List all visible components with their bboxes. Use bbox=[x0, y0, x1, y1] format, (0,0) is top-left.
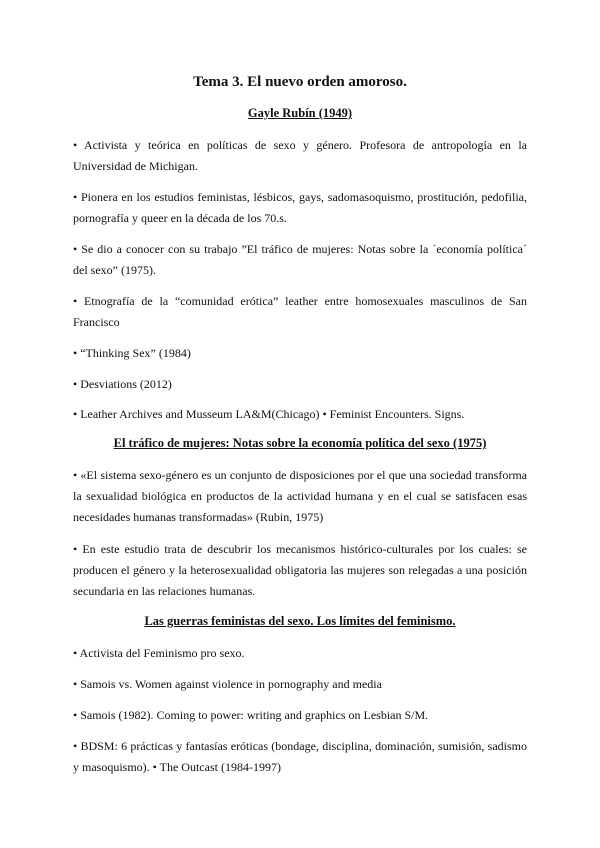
paragraph: • Se dio a conocer con su trabajo ”El tráfico de mujeres: Notas sobre la ´economía política´ del sexo” (1975). bbox=[73, 242, 527, 277]
document-title: Tema 3. El nuevo orden amoroso. bbox=[193, 74, 407, 90]
paragraph: • Activista y teórica en políticas de sexo y género. Profesora de antropología en la Universidad de Michigan. bbox=[73, 138, 527, 173]
paragraph: • Etnografía de la “comunidad erótica” leather entre homosexuales masculinos de San Francisco bbox=[73, 294, 527, 329]
paragraph: • BDSM: 6 prácticas y fantasías eróticas (bondage, disciplina, dominación, sumisión, sadismo y masoquismo). • The Outcast (1984-1997) bbox=[73, 739, 527, 774]
paragraph: • En este estudio trata de descubrir los mecanismos histórico-culturales por los cuales: se producen el género y la heterosexualidad obligatoria las mujeres son relegadas a una posición secundaria en las relaciones humanas. bbox=[73, 542, 527, 598]
paragraph: • «El sistema sexo-género es un conjunto de disposiciones por el que una sociedad transforma la sexualidad biológica en productos de la actividad humana y en el cual se satisfacen esas necesidades humanas transformadas» (Rubin, 1975) bbox=[73, 468, 527, 524]
paragraph: • Samois vs. Women against violence in pornography and media bbox=[73, 677, 382, 691]
section-heading-trafico: El tráfico de mujeres: Notas sobre la economía política del sexo (1975) bbox=[113, 436, 487, 450]
section-heading-guerras: Las guerras feministas del sexo. Los límites del feminismo. bbox=[144, 614, 456, 628]
paragraph: • Leather Archives and Musseum LA&M(Chicago) • Feminist Encounters. Signs. bbox=[73, 407, 465, 421]
paragraph: • Samois (1982). Coming to power: writing and graphics on Lesbian S/M. bbox=[73, 708, 429, 722]
paragraph: • Activista del Feminismo pro sexo. bbox=[73, 646, 245, 660]
paragraph: • Desviations (2012) bbox=[73, 377, 172, 391]
paragraph: • “Thinking Sex” (1984) bbox=[73, 346, 191, 360]
section-heading-gayle-rubin: Gayle Rubín (1949) bbox=[247, 106, 353, 120]
paragraph: • Pionera en los estudios feministas, lésbicos, gays, sadomasoquismo, prostitución, pedofilia, pornografía y queer en la década de los 70.s. bbox=[73, 190, 527, 225]
